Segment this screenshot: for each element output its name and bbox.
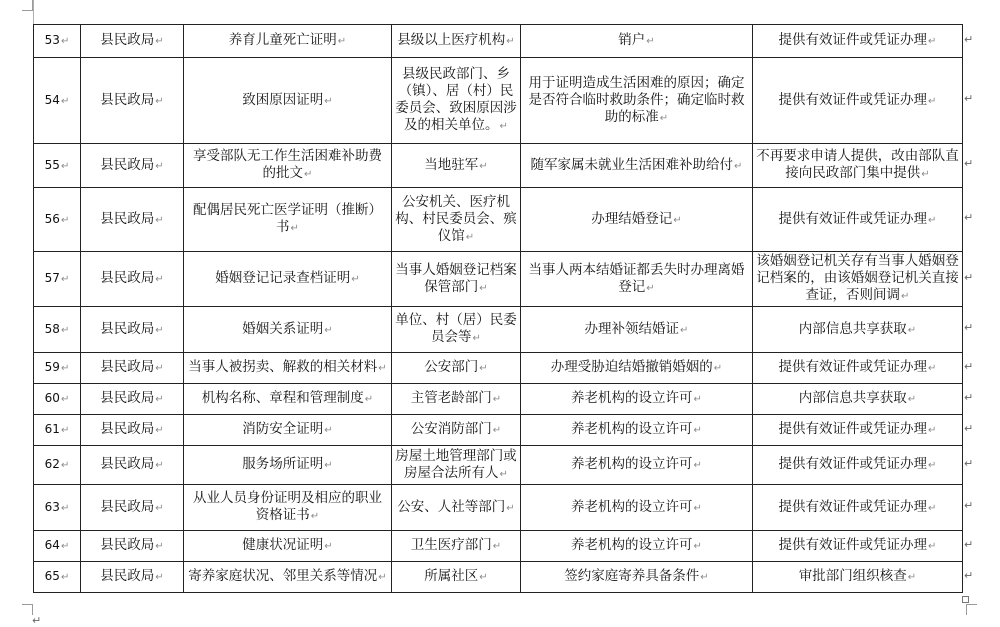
cell-end-mark: ↵ <box>700 572 709 583</box>
cell-end-mark: ↵ <box>921 169 930 180</box>
cell-text: 机构名称、章程和管理制度 <box>201 390 364 406</box>
cell-end-mark: ↵ <box>60 95 70 107</box>
cell-text: 提供有效证件或凭证办理 <box>778 91 928 108</box>
cell-material[interactable] <box>184 25 392 58</box>
cell-end-mark: ↵ <box>155 425 164 436</box>
cell-text: 县民政局 <box>100 156 155 173</box>
cell-end-mark: ↵ <box>60 363 70 374</box>
cell-issuer[interactable] <box>392 252 521 307</box>
cell-text: 县级民政部门、乡（镇）、居（村）民委员会、致困原因涉及的相关单位。 <box>395 66 517 133</box>
cell-dept[interactable] <box>81 384 184 415</box>
cell-matter[interactable] <box>521 446 753 485</box>
cell-text: 54 <box>44 92 60 107</box>
cell-dept[interactable] <box>81 188 184 252</box>
cell-text: 提供有效证件或凭证办理 <box>778 456 928 472</box>
cell-text: 所属社区 <box>424 568 479 584</box>
cell-text: 当事人被拐卖、解救的相关材料 <box>188 359 378 375</box>
cell-text: 63 <box>44 499 60 514</box>
cell-text: 当事人两本结婚证都丢失时办理离婚登记 <box>528 261 745 295</box>
cell-end-mark: ↵ <box>901 291 910 302</box>
table-resize-handle[interactable] <box>962 596 969 603</box>
cell-issuer[interactable] <box>392 188 521 252</box>
cell-material[interactable] <box>184 307 392 353</box>
cell-text: 公安部门 <box>424 359 479 375</box>
cell-text: 婚姻登记记录查档证明 <box>215 270 351 286</box>
cell-text: 从业人员身份证明及相应的职业资格证书 <box>193 490 382 523</box>
cell-end-mark: ↵ <box>928 541 937 552</box>
cell-no[interactable] <box>34 384 81 415</box>
cell-text: 不再要求申请人提供，改由部队直接向民政部门集中提供 <box>756 148 959 181</box>
cell-material[interactable] <box>184 384 392 415</box>
cell-text: 县民政局 <box>100 537 155 553</box>
cell-matter[interactable] <box>521 485 753 531</box>
cell-text: 销户 <box>618 32 646 48</box>
cell-text: 县民政局 <box>100 390 155 406</box>
row-end-mark: ↵ <box>964 537 974 551</box>
cell-end-mark: ↵ <box>155 274 164 285</box>
cell-text: 65 <box>44 569 60 583</box>
cell-no[interactable] <box>34 485 81 531</box>
cell-no[interactable] <box>34 188 81 252</box>
cell-matter[interactable] <box>521 531 753 562</box>
cell-text: 养老机构的设立许可 <box>571 456 693 472</box>
cell-text: 养老机构的设立许可 <box>571 421 693 437</box>
cell-end-mark: ↵ <box>155 36 164 47</box>
page-corner-mark <box>22 0 33 11</box>
page-corner-mark <box>966 604 977 615</box>
cell-end-mark: ↵ <box>659 112 669 124</box>
cell-text: 签约家庭寄养具备条件 <box>564 568 700 584</box>
cell-dept[interactable] <box>81 144 184 188</box>
cell-method[interactable] <box>753 384 963 415</box>
cell-material[interactable] <box>184 252 392 307</box>
cell-material[interactable] <box>184 562 392 593</box>
cell-end-mark: ↵ <box>506 502 515 514</box>
cell-end-mark: ↵ <box>364 394 374 405</box>
cell-text: 县级以上医疗机构 <box>397 32 506 48</box>
cell-text: 养育儿童死亡证明 <box>228 32 337 48</box>
cell-text: 卫生医疗部门 <box>410 537 492 553</box>
cell-end-mark: ↵ <box>60 274 70 285</box>
cell-text: 公安、人社等部门 <box>397 498 506 515</box>
cell-method[interactable] <box>753 25 963 58</box>
cell-material[interactable] <box>184 144 392 188</box>
row-end-mark: ↵ <box>964 568 974 582</box>
cell-text: 当地驻军 <box>424 156 479 173</box>
cell-no[interactable] <box>34 562 81 593</box>
cell-end-mark: ↵ <box>60 36 70 47</box>
cell-text: 养老机构的设立许可 <box>571 498 693 515</box>
table-row <box>34 562 963 593</box>
cell-no[interactable] <box>34 446 81 485</box>
cell-text: 办理补领结婚证 <box>584 320 680 337</box>
table-row <box>34 415 963 446</box>
cell-no[interactable] <box>34 58 81 144</box>
cell-material[interactable] <box>184 58 392 144</box>
cell-text: 该婚姻登记机关存有当事人婚姻登记档案的，由该婚姻登记机关直接查证，否则间调 <box>756 253 959 303</box>
cell-end-mark: ↵ <box>155 214 164 226</box>
cell-issuer[interactable] <box>392 353 521 384</box>
cell-text: 消防安全证明 <box>242 421 324 437</box>
cell-text: 61 <box>44 422 60 436</box>
table-row <box>34 25 963 58</box>
cell-end-mark: ↵ <box>506 36 515 47</box>
cell-matter[interactable] <box>521 307 753 353</box>
cell-no[interactable] <box>34 531 81 562</box>
table-row <box>34 531 963 562</box>
cell-issuer[interactable] <box>392 562 521 593</box>
table-row <box>34 485 963 531</box>
cell-text: 县民政局 <box>100 32 155 48</box>
cell-end-mark: ↵ <box>378 363 387 374</box>
cell-issuer[interactable] <box>392 446 521 485</box>
cell-text: 53 <box>44 33 60 47</box>
cell-issuer[interactable] <box>392 144 521 188</box>
cell-text: 用于证明造成生活困难的原因；确定是否符合临时救助条件；确定临时救助的标准 <box>528 74 745 125</box>
cell-text: 县民政局 <box>100 421 155 437</box>
row-end-mark: ↵ <box>964 421 974 435</box>
cell-text: 养老机构的设立许可 <box>571 537 693 553</box>
cell-matter[interactable] <box>521 562 753 593</box>
cell-end-mark: ↵ <box>60 541 70 552</box>
cell-end-mark: ↵ <box>907 572 917 583</box>
cell-end-mark: ↵ <box>492 394 502 405</box>
cell-issuer[interactable] <box>392 415 521 446</box>
cell-end-mark: ↵ <box>155 363 164 374</box>
cell-end-mark: ↵ <box>492 425 502 436</box>
cell-end-mark: ↵ <box>155 394 164 405</box>
cell-end-mark: ↵ <box>693 502 702 514</box>
row-end-mark: ↵ <box>964 157 974 170</box>
cell-end-mark: ↵ <box>60 425 70 436</box>
cell-end-mark: ↵ <box>472 333 481 344</box>
cell-no[interactable] <box>34 353 81 384</box>
cell-matter[interactable] <box>521 144 753 188</box>
table-row <box>34 446 963 485</box>
cell-text: 寄养家庭状况、邻里关系等情况 <box>188 568 378 584</box>
cell-end-mark: ↵ <box>693 425 702 436</box>
document-table <box>33 24 963 593</box>
cell-matter[interactable] <box>521 415 753 446</box>
cell-end-mark: ↵ <box>60 572 70 583</box>
cell-end-mark: ↵ <box>351 274 360 285</box>
cell-text: 55 <box>44 157 60 172</box>
cell-end-mark: ↵ <box>378 572 387 583</box>
cell-end-mark: ↵ <box>928 95 937 107</box>
cell-end-mark: ↵ <box>155 324 164 336</box>
cell-end-mark: ↵ <box>60 214 70 226</box>
cell-text: 随军家属未就业生活困难补助给付 <box>530 156 734 173</box>
cell-end-mark: ↵ <box>693 394 702 405</box>
table-row <box>34 188 963 252</box>
cell-text: 致困原因证明 <box>242 91 324 108</box>
cell-method[interactable] <box>753 58 963 144</box>
cell-text: 县民政局 <box>100 456 155 472</box>
cell-text: 62 <box>44 457 60 471</box>
cell-text: 养老机构的设立许可 <box>571 390 693 406</box>
cell-text: 提供有效证件或凭证办理 <box>778 359 928 375</box>
cell-method[interactable] <box>753 485 963 531</box>
cell-method[interactable] <box>753 446 963 485</box>
cell-end-mark: ↵ <box>60 394 70 405</box>
row-end-mark: ↵ <box>964 456 974 470</box>
cell-material[interactable] <box>184 531 392 562</box>
cell-method[interactable] <box>753 188 963 252</box>
row-end-mark: ↵ <box>964 211 974 224</box>
cell-text: 公安机关、医疗机构、村民委员会、殡仪馆 <box>395 193 517 244</box>
cell-dept[interactable] <box>81 446 184 485</box>
cell-text: 58 <box>44 321 60 336</box>
cell-text: 提供有效证件或凭证办理 <box>778 32 928 48</box>
cell-end-mark: ↵ <box>928 460 937 471</box>
cell-text: 审批部门组织核查 <box>798 568 907 584</box>
cell-end-mark: ↵ <box>324 425 333 436</box>
cell-text: 56 <box>44 211 60 226</box>
cell-end-mark: ↵ <box>155 95 164 107</box>
cell-end-mark: ↵ <box>155 460 164 471</box>
cell-method[interactable] <box>753 415 963 446</box>
cell-end-mark: ↵ <box>907 324 917 336</box>
cell-text: 享受部队无工作生活困难补助费的批文 <box>193 148 382 181</box>
cell-text: 内部信息共享获取 <box>798 390 907 406</box>
row-end-mark: ↵ <box>964 390 974 404</box>
cell-text: 配偶居民死亡医学证明（推断）书 <box>193 202 382 235</box>
cell-end-mark: ↵ <box>155 572 164 583</box>
cell-end-mark: ↵ <box>928 425 937 436</box>
cell-method[interactable] <box>753 531 963 562</box>
cell-dept[interactable] <box>81 252 184 307</box>
cell-end-mark: ↵ <box>337 36 347 47</box>
cell-matter[interactable] <box>521 353 753 384</box>
cell-text: 房屋土地管理部门或房屋合法所有人 <box>395 447 517 481</box>
table-row <box>34 307 963 353</box>
cell-end-mark: ↵ <box>646 282 655 294</box>
table-row <box>34 353 963 384</box>
cell-matter[interactable] <box>521 25 753 58</box>
cell-dept[interactable] <box>81 562 184 593</box>
cell-end-mark: ↵ <box>155 541 164 552</box>
cell-no[interactable] <box>34 144 81 188</box>
cell-text: 县民政局 <box>100 359 155 375</box>
cell-end-mark: ↵ <box>680 324 689 336</box>
cell-dept[interactable] <box>81 531 184 562</box>
cell-end-mark: ↵ <box>492 541 502 552</box>
cell-end-mark: ↵ <box>646 36 655 47</box>
cell-text: 提供有效证件或凭证办理 <box>778 498 928 515</box>
cell-text: 县民政局 <box>100 498 155 515</box>
cell-end-mark: ↵ <box>499 468 508 480</box>
row-end-mark: ↵ <box>964 359 974 373</box>
cell-no[interactable] <box>34 415 81 446</box>
cell-matter[interactable] <box>521 252 753 307</box>
cell-end-mark: ↵ <box>479 572 488 583</box>
cell-end-mark: ↵ <box>324 460 333 471</box>
cell-dept[interactable] <box>81 485 184 531</box>
cell-end-mark: ↵ <box>907 394 917 405</box>
cell-text: 办理结婚登记 <box>591 210 673 227</box>
cell-issuer[interactable] <box>392 58 521 144</box>
cell-end-mark: ↵ <box>304 169 313 180</box>
table-row <box>34 58 963 144</box>
cell-dept[interactable] <box>81 25 184 58</box>
cell-text: 县民政局 <box>100 91 155 108</box>
cell-text: 县民政局 <box>100 320 155 337</box>
cell-matter[interactable] <box>521 58 753 144</box>
cell-end-mark: ↵ <box>324 541 333 552</box>
table-row <box>34 252 963 307</box>
cell-text: 县民政局 <box>100 210 155 227</box>
cell-end-mark: ↵ <box>290 223 299 234</box>
cell-material[interactable] <box>184 485 392 531</box>
cell-material[interactable] <box>184 415 392 446</box>
cell-text: 公安消防部门 <box>410 421 492 437</box>
cell-end-mark: ↵ <box>60 502 70 514</box>
cell-text: 健康状况证明 <box>242 537 324 553</box>
cell-end-mark: ↵ <box>479 363 488 374</box>
cell-end-mark: ↵ <box>499 121 508 132</box>
cell-end-mark: ↵ <box>155 502 164 514</box>
cell-end-mark: ↵ <box>928 36 937 47</box>
cell-dept[interactable] <box>81 307 184 353</box>
cell-method[interactable] <box>753 144 963 188</box>
cell-method[interactable] <box>753 562 963 593</box>
cell-text: 县民政局 <box>100 270 155 286</box>
cell-dept[interactable] <box>81 353 184 384</box>
cell-end-mark: ↵ <box>310 511 320 522</box>
cell-material[interactable] <box>184 446 392 485</box>
cell-text: 提供有效证件或凭证办理 <box>778 537 928 553</box>
cell-end-mark: ↵ <box>60 324 70 336</box>
cell-end-mark: ↵ <box>324 95 333 107</box>
cell-text: 当事人婚姻登记档案保管部门 <box>395 261 517 295</box>
cell-text: 60 <box>44 391 60 405</box>
cell-end-mark: ↵ <box>465 231 475 243</box>
row-end-mark: ↵ <box>964 321 974 334</box>
cell-matter[interactable] <box>521 384 753 415</box>
cell-text: 提供有效证件或凭证办理 <box>778 210 928 227</box>
cell-material[interactable] <box>184 353 392 384</box>
cell-text: 内部信息共享获取 <box>798 320 907 337</box>
row-end-mark: ↵ <box>964 92 974 105</box>
cell-no[interactable] <box>34 25 81 58</box>
cell-end-mark: ↵ <box>928 502 937 514</box>
cell-end-mark: ↵ <box>713 363 723 374</box>
cell-method[interactable] <box>753 252 963 307</box>
cell-text: 单位、村（居）民委员会等 <box>395 312 517 345</box>
cell-text: 县民政局 <box>100 568 155 584</box>
cell-text: 提供有效证件或凭证办理 <box>778 421 928 437</box>
cell-end-mark: ↵ <box>693 460 702 471</box>
cell-issuer[interactable] <box>392 25 521 58</box>
document-end-mark: ↵ <box>32 614 42 627</box>
cell-end-mark: ↵ <box>324 324 333 336</box>
cell-no[interactable] <box>34 307 81 353</box>
cell-end-mark: ↵ <box>155 160 164 172</box>
cell-dept[interactable] <box>81 58 184 144</box>
cell-text: 57 <box>44 271 60 285</box>
cell-text: 主管老龄部门 <box>410 390 492 406</box>
cell-no[interactable] <box>34 252 81 307</box>
cell-end-mark: ↵ <box>734 160 743 172</box>
cell-end-mark: ↵ <box>60 460 70 471</box>
row-end-mark: ↵ <box>964 32 974 46</box>
cell-text: 服务场所证明 <box>242 456 324 472</box>
margin-guide <box>33 0 34 24</box>
row-end-mark: ↵ <box>964 270 974 284</box>
table-row <box>34 144 963 188</box>
cell-material[interactable] <box>184 188 392 252</box>
cell-end-mark: ↵ <box>479 160 488 172</box>
cell-end-mark: ↵ <box>928 363 937 374</box>
cell-issuer[interactable] <box>392 307 521 353</box>
cell-text: 办理受胁迫结婚撤销婚姻的 <box>550 359 713 375</box>
cell-end-mark: ↵ <box>693 541 702 552</box>
table-row <box>34 384 963 415</box>
cell-issuer[interactable] <box>392 531 521 562</box>
cell-issuer[interactable] <box>392 384 521 415</box>
cell-method[interactable] <box>753 307 963 353</box>
cell-issuer[interactable] <box>392 485 521 531</box>
cell-end-mark: ↵ <box>60 160 70 172</box>
cell-text: 婚姻关系证明 <box>242 320 324 337</box>
cell-method[interactable] <box>753 353 963 384</box>
cell-text: 59 <box>44 360 60 374</box>
cell-end-mark: ↵ <box>928 214 937 226</box>
cell-dept[interactable] <box>81 415 184 446</box>
cell-matter[interactable] <box>521 188 753 252</box>
row-end-mark: ↵ <box>964 499 974 512</box>
cell-end-mark: ↵ <box>479 282 488 294</box>
cell-text: 64 <box>44 538 60 552</box>
cell-end-mark: ↵ <box>673 214 682 226</box>
